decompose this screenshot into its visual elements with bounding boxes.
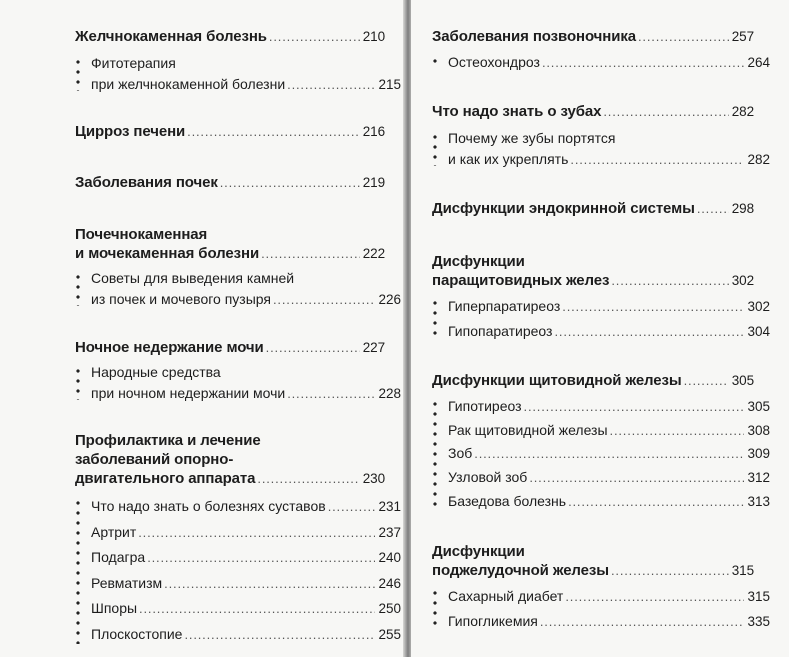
dot-leader — [184, 622, 375, 648]
toc-subentry[interactable] — [448, 294, 770, 319]
dot-leader — [257, 469, 359, 488]
subentry-title: Гипогликемия — [448, 613, 538, 629]
entry-title: Цирроз печени — [75, 123, 186, 140]
dot-leader — [266, 338, 360, 357]
toc-subentry[interactable] — [91, 545, 401, 571]
toc-subentry[interactable] — [91, 520, 401, 546]
page-number: 304 — [747, 324, 770, 339]
toc-entry[interactable] — [75, 27, 385, 46]
subentry-title: Плоскостопие — [91, 625, 183, 642]
dot-leader — [287, 74, 375, 95]
page-number: 308 — [747, 422, 770, 438]
subentry-title: Узловой зоб — [448, 469, 528, 486]
entry-title: Что надо знать о зубах — [432, 103, 602, 120]
page-number: 250 — [378, 601, 401, 617]
page-number: 228 — [378, 386, 401, 401]
dot-leader — [611, 271, 728, 290]
dot-leader — [684, 371, 729, 390]
toc-entry[interactable] — [432, 199, 754, 218]
subentry-title: Базедова болезнь — [448, 492, 567, 509]
right-page — [411, 0, 789, 657]
toc-subentry[interactable] — [448, 319, 770, 344]
toc-subentry[interactable] — [448, 490, 770, 514]
entry-title: двигательного аппарата — [75, 470, 256, 487]
entry-title: Заболевания позвоночника — [432, 28, 636, 45]
page-number: 298 — [731, 201, 754, 216]
toc-subentry[interactable] — [91, 268, 401, 310]
dot-leader — [139, 596, 375, 622]
dot-leader — [138, 520, 375, 546]
subentry-title: из почек и мочевого пузыря — [91, 291, 271, 307]
subentry-title: Гипопаратиреоз — [448, 323, 553, 339]
page-number: 335 — [747, 614, 770, 629]
entry-title: паращитовидных желез — [432, 272, 610, 289]
dot-leader — [554, 320, 744, 344]
subentry-group — [75, 494, 401, 648]
dot-leader — [529, 466, 744, 490]
dot-leader — [261, 244, 360, 263]
entry-title: заболеваний опорно- — [75, 451, 234, 468]
subentry-title: Сахарный диабет — [448, 588, 564, 604]
subentry-group — [432, 294, 770, 344]
page-number: 230 — [362, 471, 385, 486]
dot-leader — [164, 571, 375, 597]
subentry-title: Что надо знать о болезнях суставов — [91, 498, 326, 514]
toc-entry[interactable] — [432, 252, 754, 290]
toc-entry[interactable] — [75, 431, 385, 488]
subentry-group — [75, 362, 401, 404]
page-number: 257 — [731, 29, 754, 44]
page-number: 282 — [747, 152, 770, 167]
toc-subentry[interactable] — [448, 584, 770, 609]
page-number: 227 — [362, 340, 385, 355]
toc-subentry[interactable] — [91, 53, 401, 95]
toc-subentry[interactable] — [91, 362, 401, 404]
page-number: 302 — [747, 299, 770, 314]
subentry-title: Советы для выведения камней — [91, 270, 295, 286]
page-number: 219 — [362, 175, 385, 190]
dot-leader — [542, 52, 745, 73]
subentry-title: Почему же зубы портятся — [448, 130, 616, 146]
subentry-title: Остеохондроз — [448, 54, 540, 70]
page-number: 313 — [747, 493, 770, 509]
toc-entry[interactable] — [75, 225, 385, 263]
dot-leader — [287, 383, 375, 404]
subentry-title: и как их укреплять — [448, 151, 569, 167]
page-number: 210 — [362, 29, 385, 44]
toc-entry[interactable] — [75, 338, 385, 357]
toc-subentry[interactable] — [448, 395, 770, 419]
toc-entry[interactable] — [432, 102, 754, 121]
subentry-title: Народные средства — [91, 364, 221, 380]
toc-entry[interactable] — [432, 371, 754, 390]
toc-subentry[interactable] — [448, 609, 770, 634]
page-number: 226 — [378, 292, 401, 307]
subentry-title: Гипотиреоз — [448, 398, 522, 414]
page-number: 309 — [747, 446, 770, 462]
entry-title: и мочекаменная болезни — [75, 245, 260, 262]
subentry-title: Фитотерапия — [91, 55, 176, 71]
page-number: 315 — [747, 589, 770, 604]
subentry-group — [432, 395, 770, 514]
dot-leader — [220, 173, 360, 192]
dot-leader — [187, 122, 360, 141]
page-number: 222 — [362, 246, 385, 261]
dot-leader — [603, 102, 728, 121]
page-number: 215 — [378, 77, 401, 92]
entry-title: Дисфункции эндокринной системы — [432, 200, 695, 217]
dot-leader — [474, 442, 744, 466]
dot-leader — [562, 295, 744, 319]
subentry-title: Рак щитовидной железы — [448, 421, 608, 438]
page-number: 282 — [731, 104, 754, 119]
entry-title: поджелудочной железы — [432, 562, 609, 579]
toc-entry[interactable] — [75, 122, 385, 141]
toc-subentry[interactable] — [91, 596, 401, 622]
toc-subentry[interactable] — [91, 571, 401, 597]
dot-leader — [540, 610, 745, 634]
page-number: 315 — [731, 563, 754, 578]
subentry-title: при желчнокаменной болезни — [91, 76, 286, 92]
entry-title: Ночное недержание мочи — [75, 339, 264, 356]
toc-subentry[interactable] — [91, 494, 401, 520]
dot-leader — [638, 27, 729, 46]
subentry-group — [432, 128, 770, 170]
entry-title: Дисфункции щитовидной железы — [432, 372, 682, 389]
page-number: 231 — [378, 499, 401, 514]
subentry-group — [75, 53, 401, 95]
entry-title: Дисфункции — [432, 253, 525, 270]
subentry-group — [75, 268, 401, 310]
entry-title: Профилактика и лечение — [75, 432, 261, 449]
toc-entry[interactable] — [75, 173, 385, 192]
dot-leader — [568, 490, 744, 514]
subentry-title: Ревматизм — [91, 574, 163, 591]
dot-leader — [611, 561, 729, 580]
page-number: 305 — [747, 399, 770, 414]
subentry-title: Зоб — [448, 445, 473, 462]
page-number: 305 — [731, 373, 754, 388]
subentry-title: Артрит — [91, 523, 137, 540]
dot-leader — [570, 149, 744, 170]
subentry-title: Гиперпаратиреоз — [448, 298, 561, 314]
dot-leader — [524, 395, 745, 419]
toc-subentry[interactable] — [91, 622, 401, 648]
page-number: 255 — [378, 626, 401, 642]
toc-subentry[interactable] — [448, 419, 770, 443]
subentry-group — [432, 584, 770, 634]
toc-subentry[interactable] — [448, 128, 770, 170]
dot-leader — [273, 289, 375, 310]
toc-entry[interactable] — [432, 27, 754, 46]
toc-subentry[interactable] — [448, 52, 770, 73]
subentry-title: Шпоры — [91, 600, 138, 617]
dot-leader — [269, 27, 360, 46]
subentry-group — [432, 52, 770, 73]
entry-title: Почечнокаменная — [75, 226, 208, 243]
page-number: 216 — [362, 124, 385, 139]
subentry-title: при ночном недержании мочи — [91, 385, 286, 401]
page-number: 302 — [731, 273, 754, 288]
toc-subentry[interactable] — [448, 442, 770, 466]
entry-title: Дисфункции — [432, 543, 525, 560]
toc-subentry[interactable] — [448, 466, 770, 490]
page-number: 246 — [378, 575, 401, 591]
toc-entry[interactable] — [432, 542, 754, 580]
entry-title: Заболевания почек — [75, 174, 218, 191]
subentry-title: Подагра — [91, 549, 146, 566]
entry-title: Желчнокаменная болезнь — [75, 28, 267, 45]
dot-leader — [610, 419, 745, 443]
dot-leader — [697, 199, 729, 218]
page-number: 264 — [747, 55, 770, 70]
dot-leader — [328, 494, 376, 520]
dot-leader — [147, 545, 375, 571]
page-number: 240 — [378, 550, 401, 566]
page-number: 237 — [378, 524, 401, 540]
dot-leader — [565, 585, 744, 609]
page-number: 312 — [747, 470, 770, 486]
